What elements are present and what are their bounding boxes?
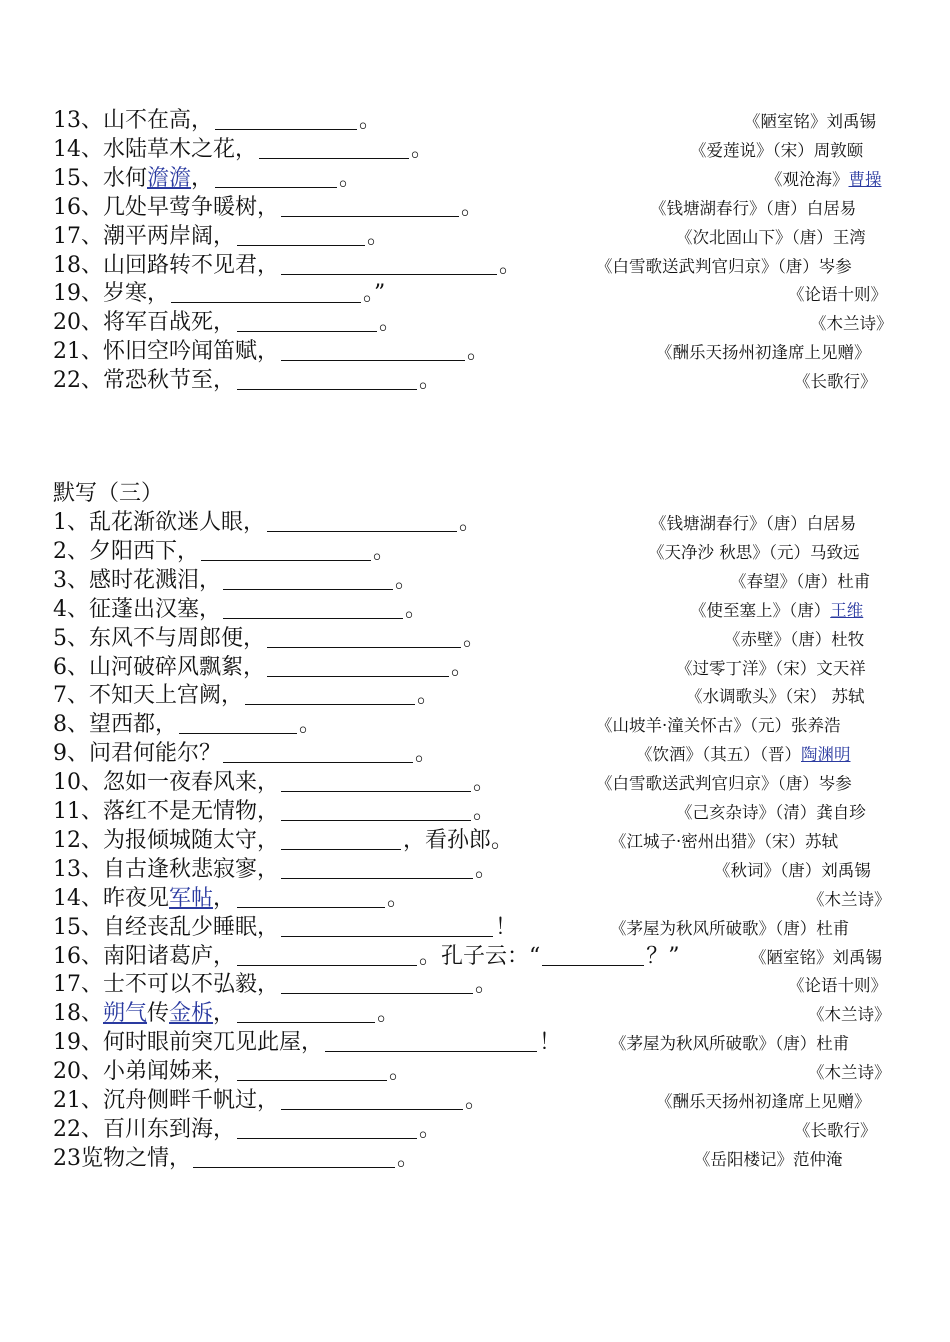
source-text: 《己亥杂诗》（清）龚自珍 xyxy=(676,803,866,822)
question-text xyxy=(53,1058,411,1086)
prompt-text: 山河破碎风飘絮， xyxy=(89,654,266,680)
answer-blank[interactable] xyxy=(237,885,385,908)
prompt-text: 小弟闻姊来， xyxy=(103,1059,236,1085)
question-text xyxy=(53,827,513,855)
prompt-text: ？” xyxy=(646,943,680,969)
source-text: 《木兰诗》 xyxy=(808,1063,891,1083)
question-number: 17、 xyxy=(53,223,103,249)
question-number: 18、 xyxy=(53,1001,103,1027)
answer-blank[interactable] xyxy=(281,1087,463,1110)
source-citation xyxy=(686,685,865,709)
prompt-text: 。 xyxy=(405,596,428,622)
answer-blank[interactable] xyxy=(223,596,403,619)
answer-blank[interactable] xyxy=(281,971,473,994)
question-line xyxy=(0,194,950,222)
question-number: 7、 xyxy=(53,683,89,709)
source-citation xyxy=(808,1003,891,1027)
source-citation xyxy=(636,743,851,767)
question-line xyxy=(0,223,950,251)
question-text xyxy=(53,165,361,193)
prompt-text: ，看孙郎。 xyxy=(403,827,514,853)
prompt-text: 。 xyxy=(419,368,442,394)
prompt-text: 。 xyxy=(475,856,498,882)
question-number: 19、 xyxy=(53,281,103,307)
answer-blank[interactable] xyxy=(281,798,471,821)
source-text: 《岳阳楼记》范仲淹 xyxy=(694,1149,843,1169)
question-line xyxy=(0,1145,950,1173)
answer-blank[interactable] xyxy=(201,538,371,561)
prompt-text: 乱花渐欲迷人眼， xyxy=(89,510,266,535)
question-number: 14、 xyxy=(53,885,103,911)
hyperlink[interactable]: 军帖 xyxy=(169,885,214,911)
question-line xyxy=(0,711,950,739)
answer-blank[interactable] xyxy=(171,280,361,303)
prompt-text: 。 xyxy=(467,339,490,365)
question-line xyxy=(0,107,950,135)
answer-blank[interactable] xyxy=(281,856,473,879)
question-line xyxy=(0,769,950,797)
prompt-text: 昨夜见 xyxy=(103,885,170,911)
question-number: 16、 xyxy=(53,943,103,969)
source-citation xyxy=(656,1090,871,1114)
answer-blank[interactable] xyxy=(281,914,493,937)
question-text xyxy=(53,223,389,251)
question-text xyxy=(53,280,385,308)
answer-blank[interactable] xyxy=(237,1000,375,1023)
question-number: 5、 xyxy=(53,625,89,651)
prompt-text: ！ xyxy=(539,1030,562,1056)
source-text: 《茅屋为秋风所破歌》（唐）杜甫 xyxy=(610,1034,850,1054)
question-number: 2、 xyxy=(53,538,89,564)
source-text: 《白雪歌送武判官归京》（唐）岑参 xyxy=(596,256,852,276)
question-line xyxy=(0,1000,950,1028)
question-line xyxy=(0,1116,950,1144)
prompt-text: 东风不与周郎便， xyxy=(89,625,266,651)
question-text xyxy=(53,856,497,884)
prompt-text: 。孔子云：“ xyxy=(419,943,541,969)
question-text xyxy=(53,252,521,280)
prompt-text: 。 xyxy=(397,1145,420,1171)
answer-blank[interactable] xyxy=(237,1058,387,1081)
prompt-text: ， xyxy=(213,885,236,911)
source-citation xyxy=(788,974,887,998)
prompt-text: 几处早莺争暖树， xyxy=(103,194,280,220)
question-line xyxy=(0,914,950,942)
question-text xyxy=(53,971,497,999)
question-number: 23 xyxy=(53,1145,81,1171)
source-text: 《过零丁洋》（宋）文天祥 xyxy=(676,658,866,678)
prompt-text: 。 xyxy=(389,1059,412,1085)
source-citation xyxy=(714,859,871,883)
question-number: 13、 xyxy=(53,856,103,882)
question-line xyxy=(0,567,950,595)
prompt-text: 山回路转不见君， xyxy=(103,252,280,278)
source-citation xyxy=(694,1148,843,1172)
question-line xyxy=(0,654,950,682)
answer-blank[interactable] xyxy=(215,165,337,188)
answer-blank[interactable] xyxy=(237,943,417,966)
source-text: 《次北固山下》（唐）王湾 xyxy=(676,227,866,247)
prompt-text: 。 xyxy=(359,108,382,133)
question-number: 21、 xyxy=(53,1088,103,1113)
source-citation xyxy=(676,226,866,250)
question-number: 22、 xyxy=(53,368,103,394)
source-text: 《水调歌头》（宋） 苏轼 xyxy=(686,687,865,707)
question-line xyxy=(0,136,950,164)
prompt-text: 水陆草木之花， xyxy=(103,136,258,162)
source-citation xyxy=(650,512,856,536)
question-line xyxy=(0,971,950,999)
source-text: 《酬乐天扬州初逢席上见赠》 xyxy=(656,343,871,363)
source-citation xyxy=(648,541,860,565)
answer-blank[interactable] xyxy=(325,1029,537,1052)
source-citation xyxy=(596,255,852,279)
prompt-text: 。 xyxy=(451,654,474,680)
prompt-text: 。 xyxy=(299,712,322,738)
source-citation xyxy=(724,628,864,652)
question-text xyxy=(53,509,481,537)
question-line xyxy=(0,856,950,884)
question-text xyxy=(53,914,517,942)
prompt-text: 。 xyxy=(463,625,486,651)
answer-blank[interactable] xyxy=(245,682,415,705)
prompt-text: ， xyxy=(191,165,214,191)
question-text xyxy=(53,309,401,337)
question-number: 16、 xyxy=(53,194,103,220)
source-citation xyxy=(788,283,887,307)
prompt-text: 夕阳西下， xyxy=(89,538,200,564)
source-citation xyxy=(610,830,838,854)
source-citation xyxy=(808,888,891,912)
prompt-text: 。 xyxy=(373,538,396,564)
answer-blank[interactable] xyxy=(267,654,449,677)
prompt-text: 自古逢秋悲寂寥， xyxy=(103,856,280,882)
prompt-text: 士不可以不弘毅， xyxy=(103,972,280,998)
prompt-text: 问君何能尔？ xyxy=(89,741,222,767)
source-citation xyxy=(750,946,882,970)
source-citation xyxy=(610,917,849,941)
source-citation xyxy=(676,801,866,825)
source-text: 《论语十则》 xyxy=(788,285,887,305)
answer-blank[interactable] xyxy=(259,136,409,159)
question-text xyxy=(53,654,473,682)
source-text: 《钱塘湖春行》（唐）白居易 xyxy=(650,514,857,533)
question-line xyxy=(0,1029,950,1057)
answer-blank[interactable] xyxy=(237,309,377,332)
prompt-text: 怀旧空吟闻笛赋， xyxy=(103,339,280,365)
prompt-text: 望西都， xyxy=(89,712,178,738)
prompt-text: 。” xyxy=(363,281,386,307)
question-text xyxy=(53,682,439,710)
source-citation xyxy=(744,110,876,134)
source-text: 《陋室铭》刘禹锡 xyxy=(750,947,882,967)
prompt-text: 常恐秋节至， xyxy=(103,368,236,394)
question-text xyxy=(53,367,441,395)
prompt-text: ， xyxy=(213,1001,236,1027)
question-text xyxy=(53,1000,399,1028)
prompt-text: 。 xyxy=(395,567,418,593)
source-text: 《茅屋为秋风所破歌》（唐）杜甫 xyxy=(610,918,850,938)
question-number: 4、 xyxy=(53,596,89,622)
answer-blank[interactable] xyxy=(237,223,365,246)
question-line xyxy=(0,367,950,395)
source-text: 《山坡羊·潼关怀古》（元）张养浩 xyxy=(596,716,841,736)
question-number: 21、 xyxy=(53,339,103,365)
source-text: 《江城子·密州出猎》（宋）苏轼 xyxy=(610,831,838,851)
source-text: 《钱塘湖春行》（唐）白居易 xyxy=(650,198,857,218)
prompt-text: 征蓬出汉塞， xyxy=(89,596,222,622)
question-text xyxy=(53,136,433,164)
source-citation xyxy=(730,570,870,594)
source-text: 《白雪歌送武判官归京》（唐）岑参 xyxy=(596,774,852,794)
source-citation xyxy=(656,341,871,365)
answer-blank[interactable] xyxy=(281,769,471,792)
prompt-text: 。 xyxy=(473,799,496,824)
source-citation xyxy=(650,197,856,221)
prompt-text: 览物之情， xyxy=(81,1145,192,1171)
source-citation xyxy=(596,714,841,738)
prompt-text: 传 xyxy=(147,1001,170,1027)
question-number: 18、 xyxy=(53,252,103,278)
question-text xyxy=(53,769,495,797)
question-number: 22、 xyxy=(53,1116,103,1142)
question-text xyxy=(53,596,427,624)
prompt-text: 。 xyxy=(419,1116,442,1142)
question-line xyxy=(0,827,950,855)
section-2-title: 默写（三） xyxy=(53,481,164,506)
question-text xyxy=(53,338,489,366)
answer-blank[interactable] xyxy=(267,625,461,648)
prompt-text: 自经丧乱少睡眠， xyxy=(103,914,280,940)
answer-blank[interactable] xyxy=(179,711,297,734)
source-citation xyxy=(808,1061,891,1085)
prompt-text: 。 xyxy=(367,223,390,249)
question-line xyxy=(0,338,950,366)
prompt-text: 水何 xyxy=(103,165,148,191)
question-number: 20、 xyxy=(53,310,103,336)
source-text: 《木兰诗》 xyxy=(808,889,891,909)
answer-blank[interactable] xyxy=(281,338,465,361)
hyperlink[interactable]: 朔气 xyxy=(103,1001,148,1027)
prompt-text: 。 xyxy=(377,1001,400,1027)
source-citation xyxy=(676,657,866,681)
source-citation xyxy=(690,139,863,163)
source-text: 《使至塞上》（唐） xyxy=(690,600,831,620)
source-text: 《长歌行》 xyxy=(794,1120,877,1140)
answer-blank[interactable] xyxy=(237,1116,417,1139)
question-number: 13、 xyxy=(53,108,103,133)
prompt-text: 。 xyxy=(475,972,498,998)
question-line xyxy=(0,798,950,826)
question-text xyxy=(53,538,395,566)
prompt-text: 。 xyxy=(499,252,522,278)
question-number: 9、 xyxy=(53,741,89,767)
question-text xyxy=(53,1145,419,1173)
prompt-text: 。 xyxy=(339,165,362,191)
question-text xyxy=(53,1116,441,1144)
author-link[interactable]: 陶渊明 xyxy=(801,745,851,765)
source-citation xyxy=(766,168,882,192)
question-number: 14、 xyxy=(53,136,103,162)
question-line xyxy=(0,1058,950,1086)
question-number: 15、 xyxy=(53,914,103,940)
question-line xyxy=(0,682,950,710)
source-text: 《酬乐天扬州初逢席上见赠》 xyxy=(656,1092,871,1111)
answer-blank[interactable] xyxy=(215,107,357,130)
question-number: 8、 xyxy=(53,712,89,738)
question-line xyxy=(0,309,950,337)
source-text: 《天净沙 秋思》（元）马致远 xyxy=(648,542,860,562)
prompt-text: 。 xyxy=(459,510,482,535)
answer-blank[interactable] xyxy=(281,252,497,275)
question-text xyxy=(53,1087,487,1115)
answer-blank[interactable] xyxy=(193,1145,395,1168)
question-number: 19、 xyxy=(53,1030,103,1056)
question-line xyxy=(0,625,950,653)
question-line xyxy=(0,596,950,624)
answer-blank[interactable] xyxy=(237,367,417,390)
question-text xyxy=(53,798,495,826)
question-line xyxy=(0,165,950,193)
prompt-text: 何时眼前突兀见此屋， xyxy=(103,1030,324,1056)
prompt-text: 感时花溅泪， xyxy=(89,567,222,593)
prompt-text: 落红不是无情物， xyxy=(103,799,280,824)
prompt-text: 。 xyxy=(411,136,434,162)
question-line xyxy=(0,885,950,913)
question-line xyxy=(0,740,950,768)
answer-blank[interactable] xyxy=(281,194,459,217)
question-number: 6、 xyxy=(53,654,89,680)
prompt-text: 。 xyxy=(387,885,410,911)
question-text xyxy=(53,711,321,739)
question-line xyxy=(0,1087,950,1115)
answer-blank[interactable] xyxy=(223,567,393,590)
source-text: 《木兰诗》 xyxy=(808,1005,891,1025)
question-number: 3、 xyxy=(53,567,89,593)
author-link[interactable]: 王维 xyxy=(830,600,864,620)
answer-blank[interactable] xyxy=(223,740,413,763)
question-line xyxy=(0,538,950,566)
source-citation xyxy=(610,1032,849,1056)
prompt-text: 。 xyxy=(417,683,440,709)
hyperlink[interactable]: 金柝 xyxy=(169,1001,214,1027)
question-number: 15、 xyxy=(53,165,103,191)
source-text: 《春望》（唐）杜甫 xyxy=(730,571,871,591)
prompt-text: 岁寒， xyxy=(103,281,170,307)
source-text: 《陋室铭》刘禹锡 xyxy=(744,112,876,131)
prompt-text: 南阳诸葛庐， xyxy=(103,943,236,969)
prompt-text: 为报倾城随太守， xyxy=(103,827,280,853)
answer-blank[interactable] xyxy=(267,509,457,532)
source-citation xyxy=(810,312,893,336)
source-citation xyxy=(794,370,877,394)
prompt-text: 将军百战死， xyxy=(103,310,236,336)
source-citation xyxy=(690,599,863,623)
answer-blank[interactable] xyxy=(542,943,644,966)
question-text xyxy=(53,194,483,222)
question-number: 10、 xyxy=(53,770,103,796)
question-number: 1、 xyxy=(53,510,89,535)
source-text: 《观沧海》 xyxy=(766,169,849,189)
source-text: 《木兰诗》 xyxy=(810,314,893,334)
source-text: 《饮酒》（其五）（晋） xyxy=(636,745,801,765)
prompt-text: 潮平两岸阔， xyxy=(103,223,236,249)
question-text xyxy=(53,567,417,595)
question-number: 20、 xyxy=(53,1059,103,1085)
prompt-text: 。 xyxy=(415,741,438,767)
prompt-text: 忽如一夜春风来， xyxy=(103,770,280,796)
prompt-text: 。 xyxy=(379,310,402,336)
source-text: 《论语十则》 xyxy=(788,976,887,996)
source-citation xyxy=(794,1119,877,1143)
question-text xyxy=(53,885,409,913)
prompt-text: 。 xyxy=(461,194,484,220)
question-line xyxy=(0,943,950,971)
source-text: 《长歌行》 xyxy=(794,372,877,392)
prompt-text: 。 xyxy=(465,1088,488,1113)
hyperlink[interactable]: 澹澹 xyxy=(147,165,192,191)
question-text xyxy=(53,740,437,768)
source-text: 《爱莲说》（宋）周敦颐 xyxy=(690,140,864,160)
prompt-text: 不知天上宫阙， xyxy=(89,683,244,709)
question-text xyxy=(53,1029,561,1057)
prompt-text: 山不在高， xyxy=(103,108,214,133)
question-text xyxy=(53,625,485,653)
source-text: 《赤壁》（唐）杜牧 xyxy=(724,629,865,649)
question-text xyxy=(53,107,381,135)
prompt-text: ！ xyxy=(495,914,518,940)
author-link[interactable]: 曹操 xyxy=(848,169,882,189)
prompt-text: 百川东到海， xyxy=(103,1116,236,1142)
prompt-text: 。 xyxy=(473,770,496,796)
question-line xyxy=(0,252,950,280)
question-text xyxy=(53,943,680,971)
question-line xyxy=(0,509,950,537)
question-number: 12、 xyxy=(53,827,103,853)
source-citation xyxy=(596,772,852,796)
answer-blank[interactable] xyxy=(281,827,401,850)
question-line xyxy=(0,280,950,308)
question-number: 17、 xyxy=(53,972,103,998)
prompt-text: 沉舟侧畔千帆过， xyxy=(103,1088,280,1113)
source-text: 《秋词》（唐）刘禹锡 xyxy=(714,860,871,880)
question-number: 11、 xyxy=(53,799,103,824)
